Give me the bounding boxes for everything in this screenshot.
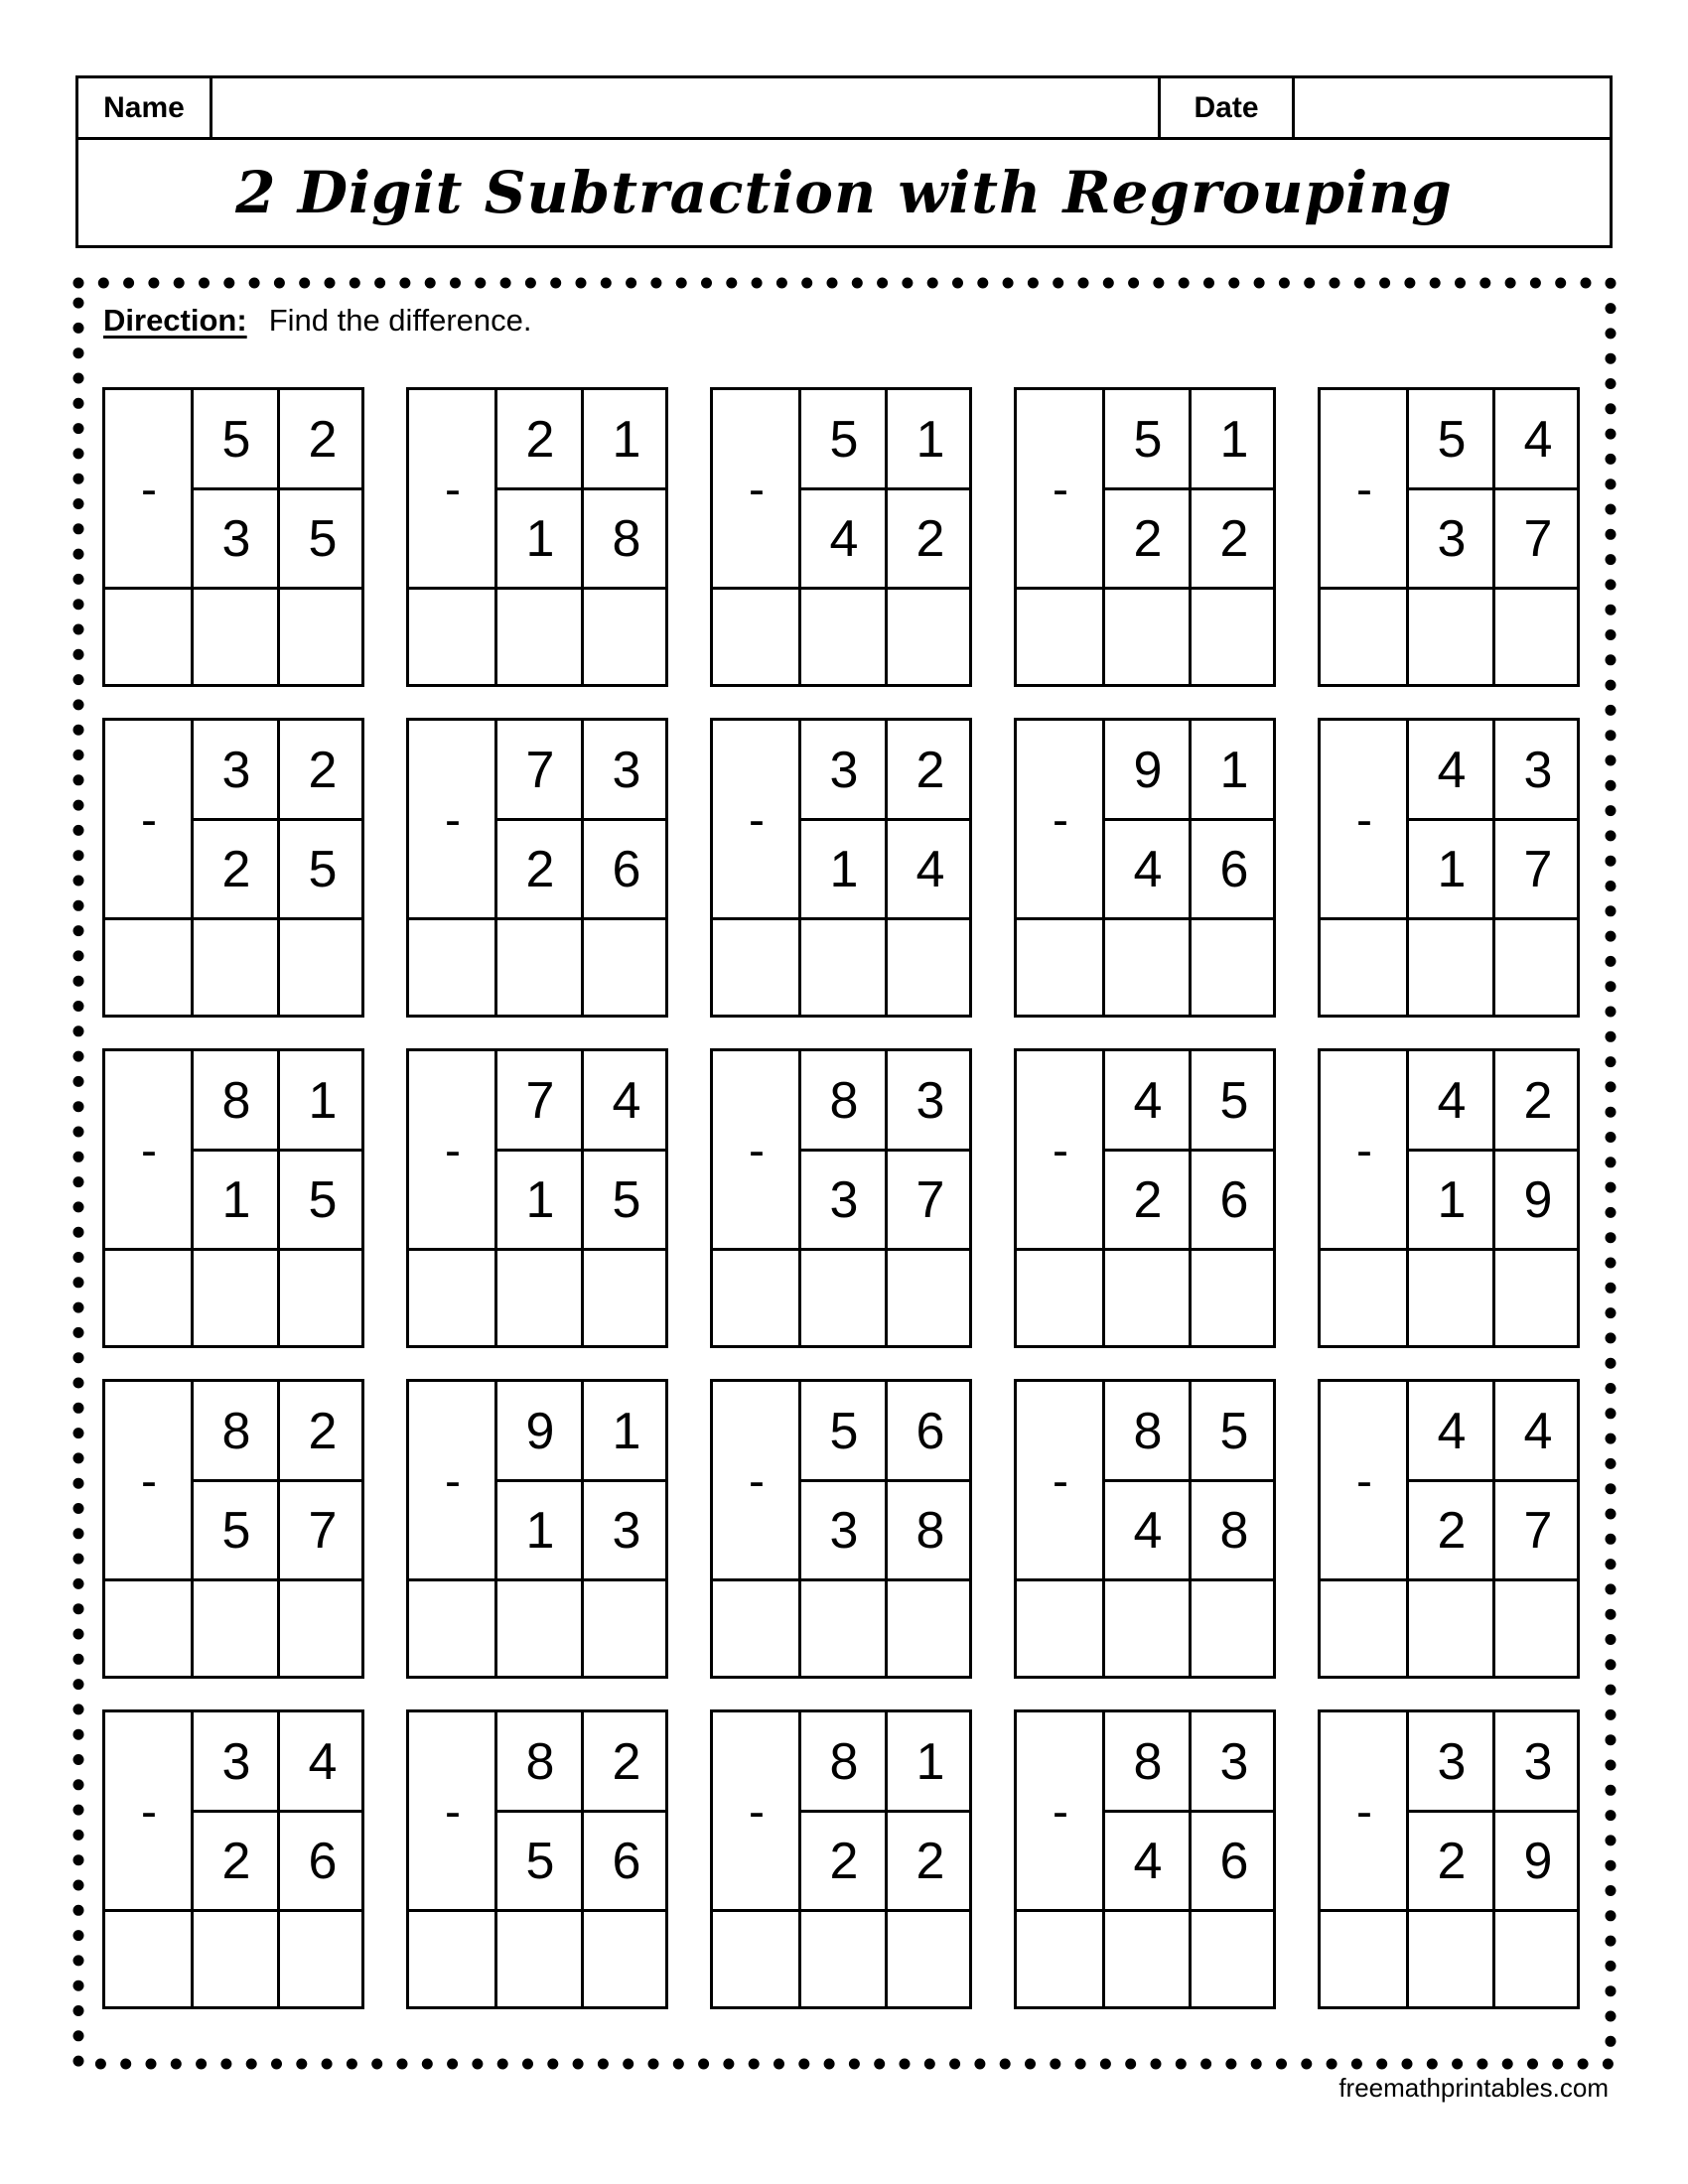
- answer-cell[interactable]: [888, 1912, 973, 2011]
- answer-cell[interactable]: [107, 590, 193, 689]
- answer-cell[interactable]: [1409, 590, 1494, 689]
- answer-cell[interactable]: [1192, 1251, 1277, 1350]
- answer-cell[interactable]: [801, 1581, 887, 1681]
- problem-box: [102, 387, 364, 687]
- minus-sign: -: [1356, 793, 1372, 847]
- answer-cell[interactable]: [584, 590, 669, 689]
- subtrahend-digit: 7: [1523, 1502, 1553, 1560]
- problem-box: [710, 1379, 972, 1679]
- problem-box: [1318, 1709, 1580, 2009]
- subtrahend-digit: 5: [221, 1502, 251, 1560]
- problem-box: [1318, 718, 1580, 1018]
- direction-text: Find the difference.: [268, 303, 532, 338]
- subtrahend-digit: 3: [221, 510, 251, 568]
- answer-cell[interactable]: [1019, 1912, 1104, 2011]
- answer-cell[interactable]: [888, 920, 973, 1020]
- subtrahend-digit: 2: [1133, 1171, 1163, 1229]
- subtrahend-digit: 4: [1133, 1502, 1163, 1560]
- answer-cell[interactable]: [1105, 1912, 1191, 2011]
- direction-label: Direction:: [103, 303, 247, 338]
- minuend-digit: 3: [1523, 742, 1553, 799]
- subtrahend-digit: 1: [1437, 841, 1467, 898]
- answer-cell[interactable]: [715, 1251, 800, 1350]
- minus-sign: -: [749, 793, 765, 847]
- answer-cell[interactable]: [280, 920, 365, 1020]
- subtrahend-digit: 6: [1219, 1833, 1249, 1890]
- minuend-digit: 8: [525, 1733, 555, 1791]
- direction-line: [103, 303, 532, 339]
- subtrahend-digit: 2: [525, 841, 555, 898]
- minuend-digit: 4: [1133, 1072, 1163, 1130]
- minuend-digit: 5: [221, 411, 251, 469]
- minus-sign: -: [1356, 1454, 1372, 1508]
- problem-box: [406, 387, 668, 687]
- answer-cell[interactable]: [107, 1251, 193, 1350]
- problem-box: [1014, 718, 1276, 1018]
- minus-sign: -: [749, 1124, 765, 1177]
- minus-sign: -: [1356, 1785, 1372, 1839]
- minuend-digit: 2: [915, 742, 945, 799]
- answer-cell[interactable]: [1495, 920, 1581, 1020]
- minuend-digit: 1: [612, 411, 641, 469]
- answer-cell[interactable]: [194, 1251, 279, 1350]
- problem-box: [102, 1709, 364, 2009]
- minuend-digit: 3: [221, 1733, 251, 1791]
- subtrahend-digit: 2: [829, 1833, 859, 1890]
- answer-cell[interactable]: [411, 920, 496, 1020]
- answer-cell[interactable]: [1495, 1912, 1581, 2011]
- minuend-digit: 2: [612, 1733, 641, 1791]
- worksheet-title: 2 Digit Subtraction with Regrouping: [235, 159, 1453, 226]
- problem-box: [1318, 1048, 1580, 1348]
- minus-sign: -: [749, 1785, 765, 1839]
- answer-cell[interactable]: [1323, 1251, 1408, 1350]
- minus-sign: -: [141, 793, 157, 847]
- minuend-digit: 3: [221, 742, 251, 799]
- site-credit: freemathprintables.com: [1338, 2073, 1609, 2103]
- subtrahend-digit: 8: [612, 510, 641, 568]
- subtrahend-digit: 5: [525, 1833, 555, 1890]
- answer-cell[interactable]: [1495, 590, 1581, 689]
- problem-box: [1318, 387, 1580, 687]
- answer-cell[interactable]: [1105, 1251, 1191, 1350]
- minuend-digit: 3: [1219, 1733, 1249, 1791]
- minuend-digit: 8: [1133, 1733, 1163, 1791]
- subtrahend-digit: 1: [221, 1171, 251, 1229]
- minuend-digit: 3: [1437, 1733, 1467, 1791]
- subtrahend-digit: 5: [308, 841, 338, 898]
- problem-box: [710, 1048, 972, 1348]
- minuend-digit: 8: [1133, 1403, 1163, 1460]
- minus-sign: -: [141, 1785, 157, 1839]
- subtrahend-digit: 5: [612, 1171, 641, 1229]
- problem-box: [1014, 1048, 1276, 1348]
- answer-cell[interactable]: [194, 590, 279, 689]
- subtrahend-digit: 6: [1219, 1171, 1249, 1229]
- minuend-digit: 5: [829, 411, 859, 469]
- subtrahend-digit: 1: [1437, 1171, 1467, 1229]
- answer-cell[interactable]: [280, 1581, 365, 1681]
- answer-cell[interactable]: [888, 1251, 973, 1350]
- subtrahend-digit: 4: [915, 841, 945, 898]
- minus-sign: -: [141, 1454, 157, 1508]
- answer-cell[interactable]: [1105, 920, 1191, 1020]
- subtrahend-digit: 4: [829, 510, 859, 568]
- minus-sign: -: [445, 1785, 461, 1839]
- minuend-digit: 7: [525, 1072, 555, 1130]
- minuend-digit: 5: [1437, 411, 1467, 469]
- minuend-digit: 8: [221, 1072, 251, 1130]
- answer-cell[interactable]: [715, 590, 800, 689]
- minuend-digit: 2: [1523, 1072, 1553, 1130]
- subtrahend-digit: 3: [612, 1502, 641, 1560]
- subtrahend-digit: 2: [1437, 1502, 1467, 1560]
- subtrahend-digit: 8: [915, 1502, 945, 1560]
- answer-cell[interactable]: [107, 920, 193, 1020]
- minus-sign: -: [1053, 1454, 1068, 1508]
- problem-box: [406, 718, 668, 1018]
- answer-cell[interactable]: [107, 1912, 193, 2011]
- minus-sign: -: [1053, 1785, 1068, 1839]
- answer-cell[interactable]: [1019, 1251, 1104, 1350]
- subtrahend-digit: 2: [1437, 1833, 1467, 1890]
- answer-cell[interactable]: [1495, 1581, 1581, 1681]
- answer-cell[interactable]: [1192, 1912, 1277, 2011]
- minuend-digit: 3: [915, 1072, 945, 1130]
- problem-box: [102, 1379, 364, 1679]
- answer-cell[interactable]: [107, 1581, 193, 1681]
- minus-sign: -: [141, 463, 157, 516]
- answer-cell[interactable]: [888, 1581, 973, 1681]
- answer-cell[interactable]: [1105, 1581, 1191, 1681]
- subtrahend-digit: 4: [1133, 841, 1163, 898]
- minuend-digit: 1: [915, 1733, 945, 1791]
- minuend-digit: 4: [1523, 1403, 1553, 1460]
- minuend-digit: 4: [612, 1072, 641, 1130]
- subtrahend-digit: 7: [915, 1171, 945, 1229]
- subtrahend-digit: 3: [1437, 510, 1467, 568]
- answer-cell[interactable]: [584, 1251, 669, 1350]
- problem-box: [1014, 1709, 1276, 2009]
- problem-box: [1014, 387, 1276, 687]
- minus-sign: -: [445, 1124, 461, 1177]
- minuend-digit: 4: [1437, 742, 1467, 799]
- minus-sign: -: [445, 463, 461, 516]
- problems-grid: [102, 387, 1582, 2015]
- subtrahend-digit: 6: [612, 841, 641, 898]
- subtrahend-digit: 7: [1523, 841, 1553, 898]
- minuend-digit: 1: [1219, 742, 1249, 799]
- subtrahend-digit: 5: [308, 510, 338, 568]
- answer-cell[interactable]: [1323, 920, 1408, 1020]
- minuend-digit: 7: [525, 742, 555, 799]
- problem-box: [1318, 1379, 1580, 1679]
- minuend-digit: 9: [1133, 742, 1163, 799]
- problem-box: [710, 718, 972, 1018]
- answer-cell[interactable]: [497, 1251, 583, 1350]
- minuend-digit: 1: [612, 1403, 641, 1460]
- subtrahend-digit: 1: [829, 841, 859, 898]
- problem-box: [102, 1048, 364, 1348]
- minus-sign: -: [445, 1454, 461, 1508]
- subtrahend-digit: 6: [612, 1833, 641, 1890]
- subtrahend-digit: 2: [1219, 510, 1249, 568]
- minuend-digit: 6: [915, 1403, 945, 1460]
- subtrahend-digit: 9: [1523, 1171, 1553, 1229]
- answer-cell[interactable]: [801, 1912, 887, 2011]
- answer-cell[interactable]: [280, 1912, 365, 2011]
- answer-cell[interactable]: [1323, 1581, 1408, 1681]
- problem-box: [1014, 1379, 1276, 1679]
- answer-cell[interactable]: [497, 920, 583, 1020]
- minuend-digit: 9: [525, 1403, 555, 1460]
- answer-cell[interactable]: [411, 1581, 496, 1681]
- name-field[interactable]: [212, 78, 1161, 137]
- subtrahend-digit: 6: [308, 1833, 338, 1890]
- answer-cell[interactable]: [1323, 1912, 1408, 2011]
- answer-cell[interactable]: [194, 1912, 279, 2011]
- minuend-digit: 5: [1133, 411, 1163, 469]
- minuend-digit: 2: [525, 411, 555, 469]
- minuend-digit: 8: [221, 1403, 251, 1460]
- answer-cell[interactable]: [1409, 1912, 1494, 2011]
- minuend-digit: 2: [308, 1403, 338, 1460]
- answer-cell[interactable]: [1019, 1581, 1104, 1681]
- worksheet-header: [75, 75, 1613, 248]
- answer-cell[interactable]: [584, 1581, 669, 1681]
- problem-box: [406, 1379, 668, 1679]
- subtrahend-digit: 3: [829, 1502, 859, 1560]
- minuend-digit: 4: [1437, 1072, 1467, 1130]
- answer-cell[interactable]: [411, 1912, 496, 2011]
- minuend-digit: 2: [308, 411, 338, 469]
- date-field[interactable]: [1295, 78, 1610, 137]
- answer-cell[interactable]: [411, 1251, 496, 1350]
- minuend-digit: 4: [308, 1733, 338, 1791]
- minuend-digit: 1: [1219, 411, 1249, 469]
- subtrahend-digit: 8: [1219, 1502, 1249, 1560]
- problem-box: [406, 1048, 668, 1348]
- answer-cell[interactable]: [584, 920, 669, 1020]
- minuend-digit: 8: [829, 1733, 859, 1791]
- problem-box: [406, 1709, 668, 2009]
- minuend-digit: 3: [612, 742, 641, 799]
- minus-sign: -: [749, 1454, 765, 1508]
- answer-cell[interactable]: [280, 1251, 365, 1350]
- answer-cell[interactable]: [1105, 590, 1191, 689]
- minus-sign: -: [1053, 463, 1068, 516]
- answer-cell[interactable]: [1019, 920, 1104, 1020]
- answer-cell[interactable]: [1192, 590, 1277, 689]
- minus-sign: -: [445, 793, 461, 847]
- problem-box: [102, 718, 364, 1018]
- minus-sign: -: [1356, 463, 1372, 516]
- answer-cell[interactable]: [1409, 1251, 1494, 1350]
- subtrahend-digit: 1: [525, 510, 555, 568]
- subtrahend-digit: 9: [1523, 1833, 1553, 1890]
- subtrahend-digit: 1: [525, 1171, 555, 1229]
- minus-sign: -: [1053, 1124, 1068, 1177]
- minus-sign: -: [1356, 1124, 1372, 1177]
- subtrahend-digit: 2: [221, 1833, 251, 1890]
- minuend-digit: 3: [829, 742, 859, 799]
- answer-cell[interactable]: [1192, 920, 1277, 1020]
- subtrahend-digit: 4: [1133, 1833, 1163, 1890]
- answer-cell[interactable]: [801, 920, 887, 1020]
- answer-cell[interactable]: [1323, 590, 1408, 689]
- minus-sign: -: [141, 1124, 157, 1177]
- answer-cell[interactable]: [1019, 590, 1104, 689]
- answer-cell[interactable]: [801, 590, 887, 689]
- answer-cell[interactable]: [194, 920, 279, 1020]
- answer-cell[interactable]: [411, 590, 496, 689]
- answer-cell[interactable]: [715, 920, 800, 1020]
- minuend-digit: 1: [308, 1072, 338, 1130]
- minuend-digit: 5: [829, 1403, 859, 1460]
- subtrahend-digit: 2: [915, 510, 945, 568]
- minuend-digit: 3: [1523, 1733, 1553, 1791]
- problem-box: [710, 1709, 972, 2009]
- answer-cell[interactable]: [1495, 1251, 1581, 1350]
- answer-cell[interactable]: [1409, 920, 1494, 1020]
- answer-cell[interactable]: [1409, 1581, 1494, 1681]
- date-label: Date: [1161, 78, 1295, 137]
- minus-sign: -: [1053, 793, 1068, 847]
- answer-cell[interactable]: [497, 1912, 583, 2011]
- subtrahend-digit: 2: [1133, 510, 1163, 568]
- subtrahend-digit: 7: [308, 1502, 338, 1560]
- minuend-digit: 5: [1219, 1403, 1249, 1460]
- subtrahend-digit: 6: [1219, 841, 1249, 898]
- subtrahend-digit: 2: [915, 1833, 945, 1890]
- answer-cell[interactable]: [584, 1912, 669, 2011]
- problem-box: [710, 387, 972, 687]
- minuend-digit: 1: [915, 411, 945, 469]
- answer-cell[interactable]: [280, 590, 365, 689]
- answer-cell[interactable]: [1192, 1581, 1277, 1681]
- answer-cell[interactable]: [888, 590, 973, 689]
- minuend-digit: 5: [1219, 1072, 1249, 1130]
- answer-cell[interactable]: [497, 1581, 583, 1681]
- answer-cell[interactable]: [194, 1581, 279, 1681]
- answer-cell[interactable]: [801, 1251, 887, 1350]
- subtrahend-digit: 5: [308, 1171, 338, 1229]
- minuend-digit: 4: [1523, 411, 1553, 469]
- minuend-digit: 4: [1437, 1403, 1467, 1460]
- name-date-row: [78, 78, 1610, 140]
- subtrahend-digit: 2: [221, 841, 251, 898]
- answer-cell[interactable]: [715, 1912, 800, 2011]
- answer-cell[interactable]: [497, 590, 583, 689]
- subtrahend-digit: 3: [829, 1171, 859, 1229]
- name-label: Name: [78, 78, 212, 137]
- subtrahend-digit: 1: [525, 1502, 555, 1560]
- minus-sign: -: [749, 463, 765, 516]
- answer-cell[interactable]: [715, 1581, 800, 1681]
- minuend-digit: 2: [308, 742, 338, 799]
- minuend-digit: 8: [829, 1072, 859, 1130]
- subtrahend-digit: 7: [1523, 510, 1553, 568]
